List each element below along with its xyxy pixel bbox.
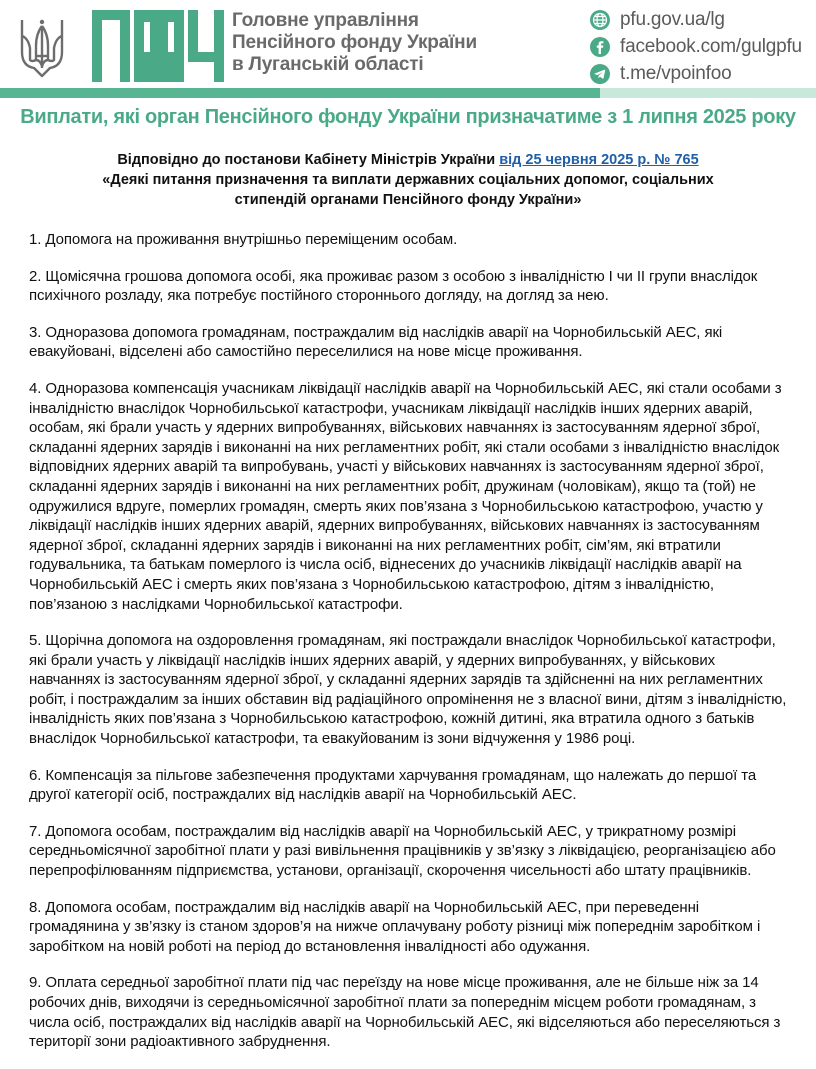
subtitle-line-3: стипендій органами Пенсійного фонду України» — [234, 192, 582, 208]
website-text: pfu.gov.ua/lg — [620, 8, 725, 30]
list-item: 7. Допомога особам, постраждалим від наслідків аварії на Чорнобильській АЕС, у трикратному розмірі середньомісячної заробітної плати у разі вивільнення працівників у зв’язку з ліквідацією, реорганізацією або перепрофілюванням підприємства, установи, організації, скорочення чисельності або штату працівників. — [29, 822, 776, 880]
website-link[interactable] — [590, 6, 816, 33]
subtitle — [100, 150, 716, 210]
header-bar-light — [600, 88, 816, 98]
payments-list — [29, 230, 789, 1069]
organization-name — [232, 10, 532, 76]
globe-icon — [590, 10, 610, 30]
list-item: 3. Одноразова допомога громадянам, постраждалим від наслідків аварії на Чорнобильській АЕС, які евакуйовані, відселені або самостійно переселилися на нове місце проживання. — [29, 323, 723, 361]
subtitle-line-2: «Деякі питання призначення та виплати державних соціальних допомог, соціальних — [102, 172, 714, 188]
telegram-text: t.me/vpoinfoo — [620, 62, 732, 84]
list-item: 1. Допомога на проживання внутрішньо переміщеним особам. — [29, 231, 458, 248]
list-item: 6. Компенсація за пільгове забезпечення продуктами харчування громадянам, що належать до першої та другої категорії осіб, постраждалих від наслідків аварії на Чорнобильській АЕС. — [29, 766, 757, 804]
telegram-link[interactable] — [590, 60, 816, 87]
telegram-icon — [590, 64, 610, 84]
subtitle-intro: Відповідно до постанови Кабінету Міністрів України — [117, 152, 496, 168]
contacts — [590, 6, 816, 87]
list-item: 4. Одноразова компенсація учасникам ліквідації наслідків аварії на Чорнобильській АЕС, які стали особами з інвалідністю внаслідок Чорнобильської катастрофи, учасникам ліквідації наслідків інших ядерних аварій, особам, які брали участь у ядерних випробуваннях, військових навчаннях із застосуванням ядерної зброї, складанні ядерних зарядів і виконанні на них регламентних робіт, які стали особами з інвалідністю внаслідок відповідних ядерних аварій та випробувань, участі у військових навчаннях із застосуванням ядерної зброї, складанні ядерних зарядів і виконанні на них регламентних робіт, дружинам (чоловікам), якщо та (той) не одружилися вдруге, померлих громадян, смерть яких пов’язана з Чорнобильською катастрофою, участю у ліквідації наслідків інших ядерних аварій, ядерних випробуваннях, військових навчаннях із застосуванням ядерної зброї, складанні ядерних зарядів і виконанні на них регламентних робіт, сім’ям, які втратили годувальника, та батькам померлого із числа осіб, віднесених до учасників ліквідації наслідків аварії на Чорнобильській АЕС і смерть яких пов’язана з Чорнобильською катастрофою, дітям з інвалідністю, пов’язаною з наслідками Чорнобильської катастрофи. — [29, 379, 782, 613]
facebook-icon — [590, 37, 610, 57]
org-name-line-1: Головне управління — [232, 10, 419, 31]
org-name-line-2: Пенсійного фонду України — [232, 32, 477, 53]
header — [0, 0, 816, 100]
list-item: 5. Щорічна допомога на оздоровлення громадянам, які постраждали внаслідок Чорнобильської катастрофи, які брали участь у ліквідації наслідків інших ядерних аварій, у ядерних випробуваннях, у військових навчаннях із застосуванням ядерної зброї, у складанні ядерних зарядів та здійсненні на них регламентних робіт, і постраждалим за інших обставин від радіаційного опромінення не з власної вини, дітям з інвалідністю, інвалідність яких пов’язана з Чорнобильською катастрофою, кожній дитині, яка втратила одного з батьків внаслідок Чорнобильської катастрофи, та евакуйованим із зони відчуження у 1986 році. — [29, 632, 787, 748]
org-name-line-3: в Луганській області — [232, 54, 424, 75]
facebook-link[interactable] — [590, 33, 816, 60]
facebook-text: facebook.com/gulgpfu — [620, 35, 802, 57]
list-item: 8. Допомога особам, постраждалим від наслідків аварії на Чорнобильській АЕС, при переведенні громадянина у зв’язку із станом здоров’я на нижче оплачувану роботу різниці між попереднім заробітком і заробітком на новій роботі на період до встановлення інвалідності або одужання. — [29, 898, 761, 955]
resolution-link[interactable]: від 25 червня 2025 р. № 765 — [499, 152, 699, 168]
pfu-logo — [88, 2, 228, 86]
header-bar-dark — [0, 88, 600, 98]
header-divider — [0, 88, 816, 98]
page-title: Виплати, які орган Пенсійного фонду України призначатиме з 1 липня 2025 року — [20, 106, 796, 128]
subtitle-line-1 — [100, 150, 716, 170]
list-item: 9. Оплата середньої заробітної плати під час переїзду на нове місце проживання, але не більше ніж за 14 робочих днів, виходячи із середньомісячної заробітної плати за попереднім місцем роботи громадянам, з числа осіб, постраждалих від наслідків аварії на Чорнобильській АЕС, які відселяються або переселяються з території зони радіоактивного забруднення. — [29, 974, 781, 1051]
list-item: 2. Щомісячна грошова допомога особі, яка проживає разом з особою з інвалідністю I чи II групи внаслідок психічного розладу, яка потребує постійного стороннього догляду, на догляд за нею. — [29, 267, 758, 305]
trident-emblem-icon — [18, 16, 66, 80]
